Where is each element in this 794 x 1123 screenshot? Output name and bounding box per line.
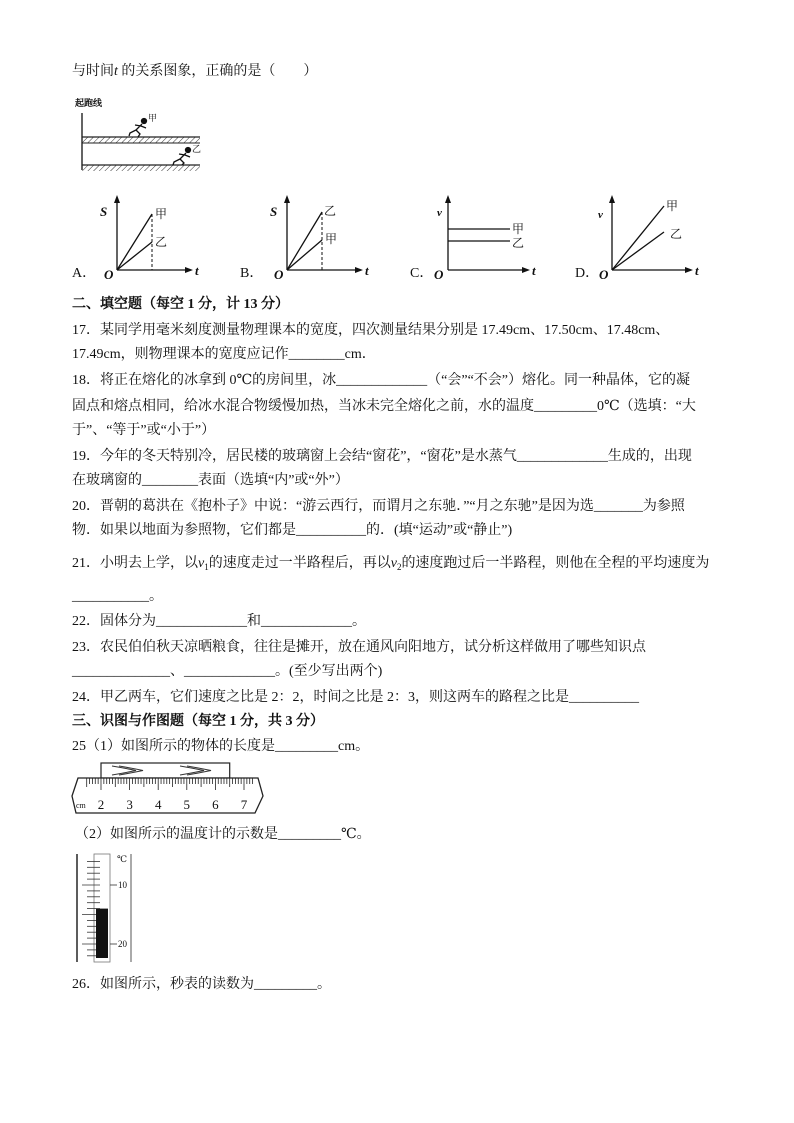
- x-axis-arrow: [355, 267, 363, 273]
- runner-yi: [173, 148, 191, 166]
- x-axis-arrow: [185, 267, 193, 273]
- time-variable: t: [114, 64, 118, 79]
- question-18-line-2: 固点和熔点相同，给冰水混合物缓慢加热，当冰未完全熔化之前，水的温度_________0℃（选填：“大: [72, 399, 696, 414]
- y-axis-arrow: [114, 195, 120, 203]
- line-jia: [117, 214, 152, 270]
- lower-track-hatch: [82, 165, 200, 171]
- option-a-label: A．: [72, 266, 97, 281]
- line-yi: [287, 212, 322, 270]
- question-24: 24．甲乙两车，它们速度之比是 2：2，时间之比是 2：3，则这两车的路程之比是__________: [72, 690, 639, 705]
- question-26: 26．如图所示，秒表的读数为_________。: [72, 977, 331, 992]
- option-a-lower-line-label: 乙: [155, 235, 168, 249]
- q21-v2-subscript: 2: [396, 562, 402, 572]
- runner-jia-label: 甲: [148, 113, 158, 123]
- q21-v2-symbol: v: [390, 556, 397, 571]
- option-d-label: D．: [575, 266, 600, 281]
- y-axis-arrow: [284, 195, 290, 203]
- option-c-upper-line-label: 甲: [512, 222, 525, 236]
- line-yi: [117, 242, 152, 270]
- question-18-line-3: 于”、“等于”或“小于”）: [72, 423, 216, 438]
- option-b-y-axis-label: S: [270, 204, 278, 219]
- question-23-line-2: ______________、_____________。(至少写出两个): [72, 664, 383, 679]
- option-a-graph: [114, 195, 193, 273]
- option-c-x-axis-label: t: [532, 263, 536, 278]
- thermometer-label-10: 10: [118, 880, 127, 890]
- q21-v1-symbol: v: [198, 556, 205, 571]
- q21-text-start: 21．小明去上学，以: [72, 556, 198, 571]
- thermometer-label-20: 20: [118, 939, 127, 949]
- thermometer-unit-label: ℃: [117, 854, 128, 864]
- option-b-lower-line-label: 甲: [325, 232, 338, 246]
- question-20-line-2: 物．如果以地面为参照物，它们都是__________的．(填“运动”或“静止”): [72, 523, 513, 538]
- x-axis-arrow: [522, 267, 530, 273]
- option-b-upper-line-label: 乙: [324, 204, 337, 218]
- thermometer-liquid: [96, 909, 108, 958]
- y-axis-arrow: [609, 195, 615, 203]
- ruler-number: 2: [97, 797, 105, 812]
- question-21-line-1: [72, 555, 709, 573]
- option-b-x-axis-label: t: [365, 263, 369, 278]
- starting-line-figure: [72, 96, 207, 178]
- line-jia: [287, 240, 322, 270]
- ruler-unit-label: cm: [76, 801, 86, 810]
- stem-text-end: 的关系图象，正确的是（ ）: [117, 64, 318, 79]
- question-22: 22．固体分为_____________和_____________。: [72, 614, 366, 629]
- question-19-line-1: 19．今年的冬天特别冷，居民楼的玻璃窗上会结“窗花”，“窗花”是水蒸气_____________生成的，出现: [72, 449, 692, 464]
- option-a-origin-label: O: [104, 267, 114, 282]
- x-axis-arrow: [685, 267, 693, 273]
- option-c-label: C．: [410, 266, 434, 281]
- ruler-number: 7: [240, 797, 248, 812]
- question-17-line-1: 17．某同学用毫米刻度测量物理课本的宽度，四次测量结果分别是 17.49cm、17.50cm、17.48cm、: [72, 323, 670, 338]
- y-axis-arrow: [445, 195, 451, 203]
- option-c-lower-line-label: 乙: [512, 236, 525, 250]
- ruler-number: 5: [183, 797, 191, 812]
- question-18-line-1: 18．将正在熔化的冰拿到 0℃的房间里，冰_____________（“会”“不会”）熔化。同一种晶体，它的凝: [72, 373, 691, 388]
- option-a-y-axis-label: S: [100, 204, 108, 219]
- upper-track-hatch: [82, 137, 200, 143]
- question-20-line-1: 20．晋朝的葛洪在《抱朴子》中说：“游云西行，而谓月之东驰．”“月之东驰”是因为选_______为参照: [72, 499, 685, 514]
- option-c-y-axis-label: v: [437, 207, 442, 219]
- runner-yi-label: 乙: [192, 144, 202, 154]
- option-a-upper-line-label: 甲: [155, 207, 168, 221]
- ruler-figure: [60, 755, 280, 820]
- question-21-line-2: ___________。: [72, 589, 163, 604]
- question-19-line-2: 在玻璃窗的________表面（选填“内”或“外”）: [72, 473, 349, 488]
- section-3-heading: 三、识图与作图题（每空 1 分，共 3 分）: [72, 714, 324, 729]
- section-2-heading: 二、填空题（每空 1 分，计 13 分）: [72, 297, 289, 312]
- stem-text: 与时间: [72, 64, 114, 79]
- option-a-x-axis-label: t: [195, 263, 199, 278]
- question-25-part-1: 25（1）如图所示的物体的长度是_________cm。: [72, 739, 370, 754]
- ruler-number: 4: [154, 797, 162, 812]
- question-16-stem-end: [72, 63, 317, 81]
- option-c-origin-label: O: [434, 267, 444, 282]
- option-d-origin-label: O: [599, 267, 609, 282]
- question-25-part-2: （2）如图所示的温度计的示数是_________℃。: [75, 827, 371, 842]
- option-graphs: [0, 190, 794, 286]
- option-d-x-axis-label: t: [695, 263, 699, 278]
- question-17-line-2: 17.49cm，则物理课本的宽度应记作________cm．: [72, 347, 376, 362]
- q21-text-end: 的速度跑过后一半路程，则他在全程的平均速度为: [401, 556, 710, 571]
- runner-jia: [129, 119, 147, 138]
- ruler-number: 3: [126, 797, 133, 812]
- option-d-lower-line-label: 乙: [670, 227, 683, 241]
- question-23-line-1: 23．农民伯伯秋天凉晒粮食，往往是摊开，放在通风向阳地方，试分析这样做用了哪些知识点: [72, 640, 646, 655]
- thermometer-figure: [70, 850, 135, 965]
- option-d-y-axis-label: v: [598, 209, 603, 221]
- starting-line-label: 起跑线: [75, 98, 103, 108]
- q21-text-middle: 的速度走过一半路程后，再以: [208, 556, 391, 571]
- option-b-label: B．: [240, 266, 264, 281]
- ruler-number: 6: [212, 797, 219, 812]
- option-d-upper-line-label: 甲: [666, 199, 679, 213]
- option-b-origin-label: O: [274, 267, 284, 282]
- q21-v1-subscript: 1: [204, 562, 209, 572]
